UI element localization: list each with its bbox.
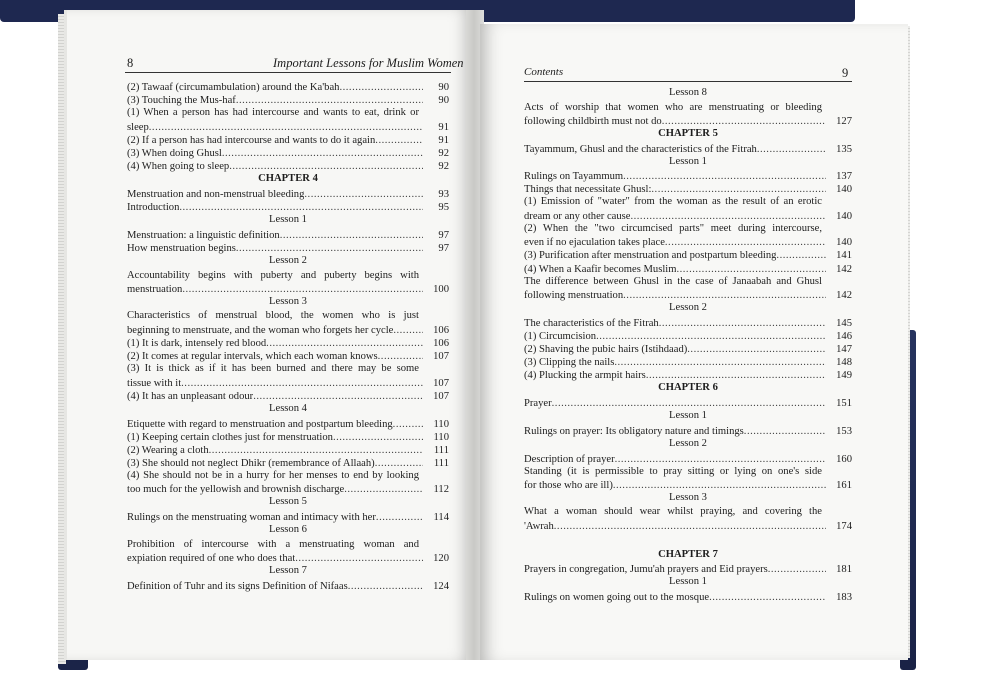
dot-leader [393, 419, 423, 430]
dot-leader [344, 484, 423, 495]
chapter-heading: CHAPTER 5 [658, 127, 718, 139]
toc-entry-first-line: (2) When the "two circumcised parts" meet during intercourse, [524, 222, 822, 234]
dot-leader [709, 592, 826, 603]
lesson-heading: Lesson 3 [269, 295, 307, 307]
dot-leader [295, 553, 423, 564]
toc-entry-title: beginning to menstruate, and the woman who forgets her cycle [127, 324, 394, 336]
dot-leader [665, 237, 826, 248]
dot-leader [596, 331, 826, 342]
toc-entry-page-number: 114 [433, 512, 449, 524]
toc-entry-title: (2) It comes at regular intervals, which each woman knows [127, 351, 378, 363]
toc-entry-title: even if no ejaculation takes place [524, 237, 665, 249]
toc-entry-title: Prayers in congregation, Jumu'ah prayers and Eid prayers [524, 564, 768, 576]
toc-entry-title: (3) She should not neglect Dhikr (remembrance of Allaah) [127, 458, 375, 470]
right-running-title: Contents [524, 66, 564, 78]
lesson-heading: Lesson 2 [669, 302, 707, 313]
lesson-heading: Lesson 6 [269, 524, 307, 536]
dot-leader [375, 135, 423, 146]
toc-entry-page-number: 91 [438, 121, 449, 133]
toc-entry-page-number: 110 [433, 418, 449, 430]
toc-entry [127, 349, 449, 362]
toc-entry-title: (3) When doing Ghusl [127, 148, 222, 160]
toc-entry-first-line: (4) She should not be in a hurry for her menses to end by looking [127, 470, 419, 482]
dot-leader [266, 338, 423, 349]
toc-entry-page-number: 148 [836, 357, 852, 369]
toc-entry [127, 456, 449, 469]
toc-entry [127, 430, 449, 443]
toc-entry-page-number: 112 [433, 484, 449, 496]
toc-entry-title: (3) Touching the Mus-haf [127, 95, 236, 107]
dot-leader [613, 480, 826, 491]
toc-entry-title: Menstruation: a linguistic definition [127, 229, 280, 241]
toc-entry [127, 416, 449, 429]
chapter-heading: CHAPTER 6 [658, 382, 718, 394]
toc-entry-title: (4) It has an unpleasant odour [127, 390, 254, 402]
toc-entry-first-line: What a woman should wear whilst praying, and covering the [524, 506, 822, 518]
lesson-heading: Lesson 1 [669, 576, 707, 588]
toc-entry-first-line: (1) When a person has had intercourse and wants to eat, drink or [127, 107, 419, 119]
toc-entry [127, 228, 449, 241]
toc-entry-page-number: 161 [836, 479, 852, 491]
toc-entry [127, 510, 449, 523]
toc-entry-title: sleep [127, 121, 149, 133]
dot-leader [757, 144, 826, 155]
toc-entry [127, 443, 449, 456]
toc-entry-title: (2) If a person has had intercourse and wants to do it again [127, 134, 376, 146]
toc-entry [127, 375, 449, 388]
toc-entry-page-number: 120 [433, 553, 449, 565]
toc-entry [127, 241, 449, 254]
toc-entry [524, 114, 852, 127]
dot-leader [149, 122, 423, 133]
toc-entry-page-number: 107 [433, 390, 449, 402]
toc-entry [524, 478, 852, 491]
toc-entry-page-number: 92 [438, 148, 449, 160]
toc-entry-title: Introduction [127, 202, 180, 214]
toc-entry-title: Rulings on women going out to the mosque [524, 592, 710, 604]
dot-leader [179, 202, 423, 213]
toc-entry-title: Rulings on the menstruating woman and intimacy with her [127, 512, 376, 524]
toc-entry-page-number: 137 [836, 171, 852, 183]
toc-entry [524, 182, 852, 195]
dot-leader [662, 116, 826, 127]
toc-entry [524, 141, 852, 154]
dot-leader [623, 290, 826, 301]
toc-entry-page-number: 142 [836, 263, 852, 275]
toc-entry-first-line: Accountability begins with puberty and puberty begins with [127, 269, 419, 281]
dot-leader [209, 445, 423, 456]
toc-entry-page-number: 140 [836, 184, 852, 196]
toc-entry-page-number: 100 [433, 283, 449, 295]
left-page-number: 8 [127, 56, 134, 70]
toc-entry-title: (1) Keeping certain clothes just for menstruation [127, 431, 333, 443]
toc-entry [127, 579, 449, 592]
toc-entry-first-line: Acts of worship that women who are menstruating or bleeding [524, 101, 822, 113]
toc-entry-title: 'Awrah [524, 520, 554, 532]
toc-entry [524, 451, 852, 464]
toc-entry-page-number: 183 [836, 592, 852, 604]
lesson-heading: Lesson 2 [269, 255, 307, 267]
right-toc [524, 86, 852, 603]
toc-entry-page-number: 146 [836, 330, 852, 342]
dot-leader [375, 458, 423, 469]
dot-leader [552, 398, 826, 409]
toc-entry-page-number: 111 [433, 458, 449, 470]
toc-entry [127, 551, 449, 564]
left-header-rule [125, 72, 451, 73]
lesson-heading: Lesson 1 [669, 155, 707, 167]
toc-entry-title: Rulings on prayer: Its obligatory nature and timings [524, 425, 744, 437]
lesson-heading: Lesson 7 [269, 565, 307, 577]
toc-entry-page-number: 149 [836, 370, 852, 382]
toc-entry-page-number: 107 [433, 377, 449, 389]
dot-leader [182, 284, 423, 295]
dot-leader [393, 325, 423, 336]
right-page-number: 9 [842, 66, 849, 80]
dot-leader [768, 564, 826, 575]
toc-entry-title: (2) Shaving the pubic hairs (Istihdaad) [524, 344, 688, 356]
toc-entry [524, 248, 852, 261]
dot-leader [253, 391, 423, 402]
toc-entry [524, 519, 852, 532]
toc-entry [524, 261, 852, 274]
toc-entry [524, 316, 852, 329]
toc-entry-first-line: Standing (it is permissible to pray sitting or lying on one's side [524, 465, 822, 477]
left-running-title: Important Lessons for Muslim Women [273, 56, 464, 70]
toc-entry-page-number: 151 [836, 398, 852, 410]
toc-entry-title: (4) When going to sleep [127, 161, 230, 173]
dot-leader [378, 351, 423, 362]
dot-leader [236, 95, 423, 106]
dot-leader [776, 250, 826, 261]
toc-entry-page-number: 147 [836, 344, 852, 356]
lesson-heading: Lesson 8 [669, 87, 707, 98]
toc-entry [524, 590, 852, 603]
dot-leader [630, 211, 826, 222]
toc-entry-title: Things that necessitate Ghusl: [524, 184, 652, 196]
toc-entry [524, 355, 852, 368]
toc-entry-title: Menstruation and non-menstrual bleeding [127, 189, 305, 201]
toc-entry [127, 282, 449, 295]
toc-entry [127, 336, 449, 349]
lesson-heading: Lesson 5 [269, 496, 307, 508]
toc-entry [524, 562, 852, 575]
toc-entry-title: Rulings on Tayammum [524, 171, 624, 183]
chapter-heading: CHAPTER 4 [258, 173, 318, 185]
toc-entry-title: tissue with it [127, 377, 182, 389]
toc-entry-page-number: 153 [836, 425, 852, 437]
toc-entry-title: How menstruation begins [127, 243, 236, 255]
toc-entry-page-number: 92 [438, 161, 449, 173]
toc-entry-title: Prayer [524, 398, 552, 410]
toc-entry-title: (1) Circumcision [524, 330, 597, 342]
toc-entry-page-number: 106 [433, 324, 449, 336]
toc-entry-page-number: 97 [438, 243, 449, 255]
toc-entry [127, 146, 449, 159]
toc-entry-page-number: 97 [438, 229, 449, 241]
toc-entry [127, 187, 449, 200]
toc-entry-title: menstruation [127, 283, 183, 295]
toc-entry-title: (3) Purification after menstruation and postpartum bleeding [524, 250, 777, 262]
toc-entry-page-number: 107 [433, 351, 449, 363]
dot-leader [623, 171, 826, 182]
toc-entry-page-number: 124 [433, 580, 449, 592]
dot-leader [614, 357, 826, 368]
toc-entry-page-number: 90 [438, 82, 449, 94]
dot-leader [222, 148, 423, 159]
toc-entry-page-number: 93 [438, 189, 449, 201]
right-page [480, 24, 908, 660]
toc-entry-title: (2) Wearing a cloth [127, 444, 209, 456]
toc-entry-title: (3) Clipping the nails [524, 357, 615, 369]
toc-entry-first-line: Prohibition of intercourse with a menstruating woman and [127, 538, 419, 550]
toc-entry [524, 396, 852, 409]
toc-entry-title: Description of prayer [524, 453, 615, 465]
chapter-heading: CHAPTER 7 [658, 548, 718, 560]
toc-entry-page-number: 181 [836, 564, 852, 576]
dot-leader [554, 521, 826, 532]
toc-entry-title: Tayammum, Ghusl and the characteristics of the Fitrah [524, 143, 757, 155]
toc-entry [524, 342, 852, 355]
dot-leader [615, 454, 826, 465]
toc-entry [127, 323, 449, 336]
toc-entry-page-number: 127 [836, 115, 852, 127]
toc-entry [524, 368, 852, 381]
toc-entry-first-line: (3) It is thick as if it has been burned and there may be some [127, 363, 419, 375]
toc-entry [127, 200, 449, 213]
toc-entry [127, 389, 449, 402]
toc-entry-page-number: 141 [836, 250, 852, 262]
dot-leader [651, 184, 826, 195]
spacer [524, 532, 852, 548]
toc-entry-title: for those who are ill) [524, 479, 613, 491]
toc-entry-page-number: 90 [438, 95, 449, 107]
toc-entry [127, 80, 449, 93]
toc-entry-title: expiation required of one who does that [127, 553, 296, 565]
toc-entry-title: Definition of Tuhr and its signs Definition of Nifaas [127, 580, 348, 592]
toc-entry-title: following childbirth must not do [524, 115, 662, 127]
toc-entry-title: (2) Tawaaf (circumambulation) around the Ka'bah [127, 82, 340, 94]
toc-entry-page-number: 95 [438, 202, 449, 214]
toc-entry-page-number: 174 [836, 520, 852, 532]
toc-entry [524, 288, 852, 301]
dot-leader [304, 189, 423, 200]
dot-leader [676, 264, 826, 275]
lesson-heading: Lesson 1 [669, 410, 707, 422]
left-page [64, 10, 473, 660]
lesson-heading: Lesson 3 [669, 491, 707, 503]
toc-entry-page-number: 111 [433, 444, 449, 456]
dot-leader [181, 378, 423, 389]
toc-entry-title: following menstruation [524, 290, 624, 301]
toc-entry-page-number: 140 [836, 237, 852, 249]
toc-entry-first-line: Characteristics of menstrual blood, the women who is just [127, 310, 419, 322]
toc-entry-first-line: (1) Emission of "water" from the woman as the result of an erotic [524, 196, 822, 208]
toc-entry-page-number: 110 [433, 431, 449, 443]
toc-entry-title: too much for the yellowish and brownish discharge [127, 484, 345, 496]
dot-leader [744, 426, 826, 437]
toc-entry [127, 120, 449, 133]
toc-entry-title: Etiquette with regard to menstruation and postpartum bleeding [127, 418, 393, 430]
toc-entry [524, 209, 852, 222]
lesson-heading: Lesson 4 [269, 402, 307, 414]
dot-leader [646, 370, 826, 381]
toc-entry [127, 133, 449, 146]
dot-leader [280, 230, 423, 241]
dot-leader [687, 344, 826, 355]
toc-entry-page-number: 91 [438, 134, 449, 146]
toc-entry-page-number: 106 [433, 338, 449, 350]
toc-entry-page-number: 142 [836, 290, 852, 301]
toc-entry-title: The characteristics of the Fitrah [524, 317, 659, 329]
dot-leader [376, 512, 423, 523]
toc-entry-first-line: The difference between Ghusl in the case of Janaabah and Ghusl [524, 275, 822, 287]
toc-entry [524, 235, 852, 248]
toc-entry-page-number: 135 [836, 143, 852, 155]
toc-entry [524, 424, 852, 437]
lesson-heading: Lesson 2 [669, 437, 707, 449]
toc-entry-page-number: 145 [836, 317, 852, 329]
toc-entry [524, 329, 852, 342]
right-header-rule [524, 81, 852, 82]
toc-entry-page-number: 160 [836, 453, 852, 465]
toc-entry [127, 93, 449, 106]
toc-entry [127, 482, 449, 495]
toc-entry [127, 159, 449, 172]
toc-entry [524, 169, 852, 182]
dot-leader [333, 432, 423, 443]
toc-entry-title: (4) When a Kaafir becomes Muslim [524, 263, 677, 275]
toc-entry-page-number: 140 [836, 210, 852, 222]
dot-leader [236, 243, 423, 254]
toc-entry-title: (1) It is dark, intensely red blood [127, 338, 267, 350]
toc-entry-title: (4) Plucking the armpit hairs [524, 370, 646, 382]
left-toc [127, 80, 449, 592]
lesson-heading: Lesson 1 [269, 214, 307, 226]
dot-leader [339, 82, 423, 93]
dot-leader [229, 161, 423, 172]
dot-leader [659, 318, 826, 329]
dot-leader [348, 581, 423, 592]
toc-entry-title: dream or any other cause [524, 210, 631, 222]
